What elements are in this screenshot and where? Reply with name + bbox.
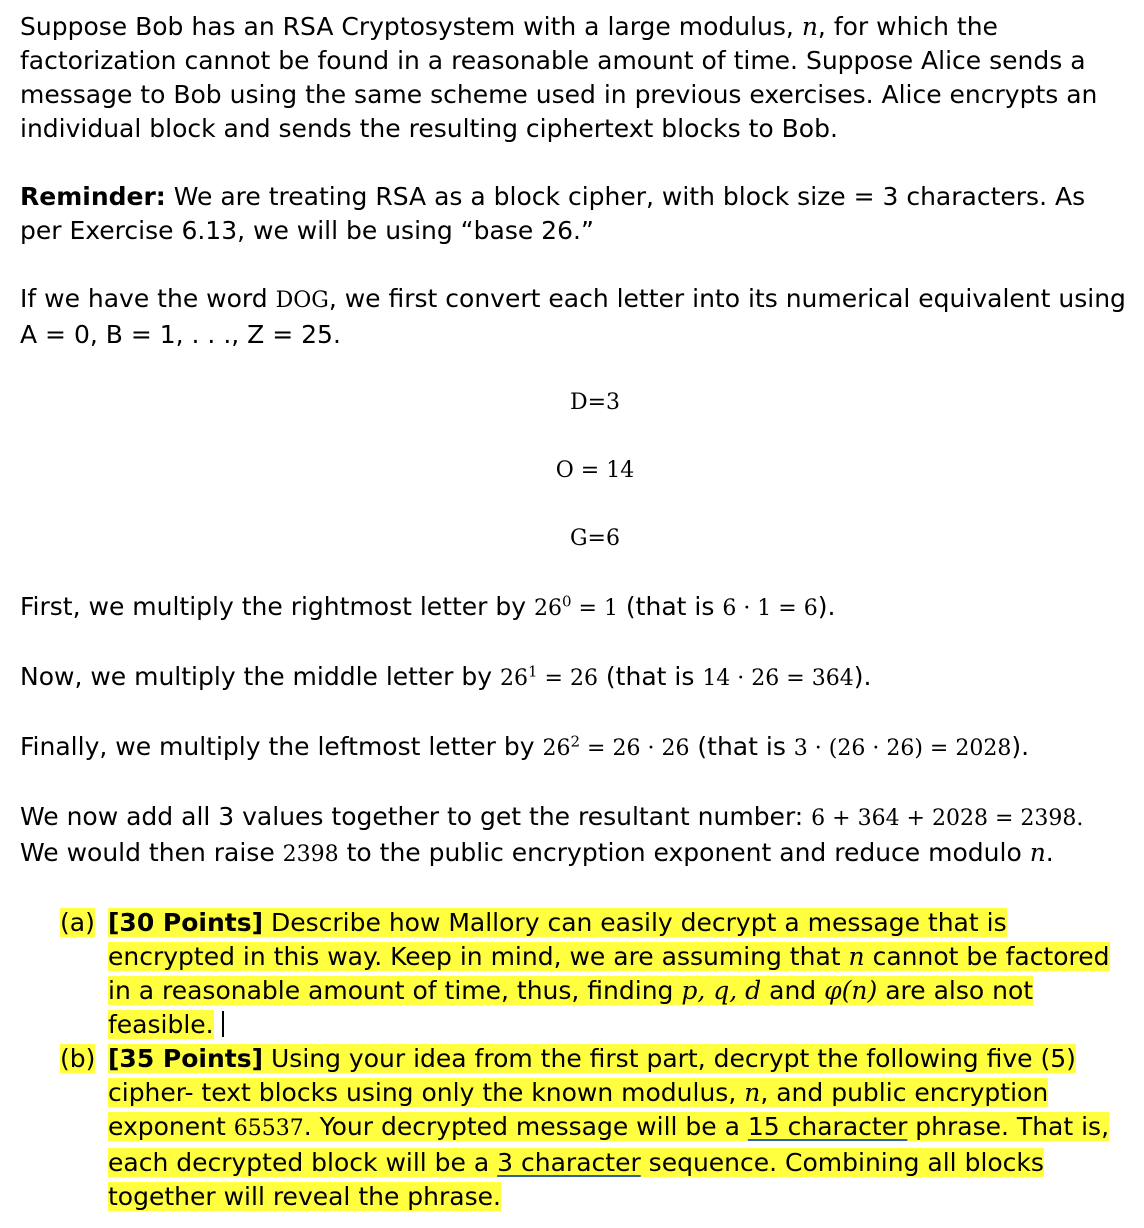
- question-b-t5: sequence. Combining all blocks together will reveal the phrase.: [108, 1148, 1044, 1211]
- step2-rhs: = 26: [537, 666, 598, 691]
- step2-text: Now, we multiply the middle letter by: [20, 662, 500, 691]
- question-b-label: (b): [60, 1044, 96, 1073]
- step1-power: [534, 592, 618, 621]
- step3-exp: 2: [570, 732, 581, 751]
- question-b-text: [108, 1044, 1109, 1211]
- question-a: [60, 906, 1130, 1042]
- step1-calc: 6 · 1 = 6: [722, 596, 818, 621]
- document-body: [20, 10, 1130, 1214]
- question-b-exponent: 65537: [233, 1116, 304, 1141]
- step3-text: Finally, we multiply the leftmost letter by: [20, 732, 543, 761]
- sum-text-2: We would then raise: [20, 838, 283, 867]
- text-cursor[interactable]: [222, 1011, 224, 1037]
- letter-g-value: G=6: [569, 526, 620, 551]
- step2-calc: 14 · 26 = 364: [702, 666, 854, 691]
- question-b-t2: , and public encryption exponent: [108, 1078, 1049, 1141]
- question-a-label: (a): [60, 908, 95, 937]
- step1-exp: 0: [562, 592, 572, 611]
- question-a-t2: cannot be factored in a reasonable amount of time, thus, finding: [108, 942, 1110, 1005]
- step3-calc: 3 · (26 · 26) = 2028: [793, 736, 1012, 761]
- step2-close: ).: [853, 662, 872, 691]
- var-n: n: [801, 12, 818, 41]
- example-word: DOG: [275, 288, 329, 313]
- step1-base: 26: [534, 596, 563, 621]
- step-leftmost: [20, 730, 1130, 766]
- reminder-paragraph: [20, 180, 1130, 248]
- sum-text-1: We now add all 3 values together to get the resultant number:: [20, 802, 812, 831]
- question-b-underlined-2: 3 character: [497, 1148, 641, 1177]
- step1-rhs: = 1: [571, 596, 618, 621]
- step3-base: 26: [542, 736, 571, 761]
- sum-var-n: n: [1029, 838, 1046, 867]
- question-a-n: n: [848, 942, 865, 971]
- step3-rhs: = 26 · 26: [580, 736, 690, 761]
- question-b-n: n: [744, 1078, 761, 1107]
- step2-base: 26: [500, 666, 528, 691]
- step1-text: First, we multiply the rightmost letter by: [20, 592, 535, 621]
- step2-that-is: (that is: [597, 662, 703, 691]
- intro-text-2: , for which the factorization cannot be found in a reasonable amount of time. Suppose Alice sends a message to Bob using the same scheme used in previous exercises. Alice encrypts an individual block and sends the resulting ciphertext blocks to Bob.: [20, 12, 1098, 143]
- question-list: [60, 906, 1130, 1214]
- step3-power: [542, 732, 690, 761]
- step1-close: ).: [817, 592, 836, 621]
- step2-exp: 1: [528, 662, 538, 681]
- step-middle: [20, 660, 1130, 696]
- question-a-t1: Describe how Mallory can easily decrypt a message that is encrypted in this way. Keep in mind, we are assuming that: [108, 908, 1007, 971]
- question-a-t4: are also not feasible.: [108, 976, 1034, 1039]
- sum-text-3: to the public encryption exponent and reduce modulo: [338, 838, 1030, 867]
- question-b-t3: . Your decrypted message will be a: [303, 1112, 748, 1141]
- question-a-points: [30 Points]: [108, 908, 264, 937]
- question-a-text: [108, 908, 1110, 1039]
- example-paragraph: [20, 282, 1130, 352]
- letter-o-value: O = 14: [555, 458, 635, 483]
- sum-expression: 6 + 364 + 2028 = 2398.: [811, 806, 1084, 831]
- step3-close: ).: [1011, 732, 1030, 761]
- question-b-t1: Using your idea from the first part, decrypt the following five (5) cipher- text blocks using only the known modulus,: [108, 1044, 1076, 1107]
- question-b-t4: phrase. That is, each decrypted block will be a: [108, 1112, 1110, 1177]
- step2-power: [500, 662, 598, 691]
- example-text-2: , we first convert each letter into its numerical equivalent using A = 0, B = 1, . . ., Z = 25.: [20, 284, 1126, 349]
- step1-that-is: (that is: [617, 592, 723, 621]
- reminder-text: We are treating RSA as a block cipher, with block size = 3 characters. As per Exercise 6.13, we will be using “base 26.”: [20, 182, 1086, 245]
- question-b-points: [35 Points]: [108, 1044, 264, 1073]
- example-text-1: If we have the word: [20, 284, 276, 313]
- question-a-pqd: p, q, d: [681, 976, 762, 1005]
- question-a-phi: φ(n): [824, 976, 878, 1005]
- question-b: [60, 1042, 1130, 1214]
- step-rightmost: [20, 590, 1130, 626]
- reminder-label: Reminder:: [20, 182, 166, 211]
- question-b-underlined-1: 15 character: [747, 1112, 908, 1141]
- sum-number: 2398: [282, 842, 339, 867]
- step3-that-is: (that is: [689, 732, 794, 761]
- sum-paragraph: [20, 800, 1130, 872]
- letter-d-value: D=3: [569, 390, 621, 415]
- intro-paragraph: [20, 10, 1130, 146]
- intro-text-1: Suppose Bob has an RSA Cryptosystem with a large modulus,: [20, 12, 802, 41]
- sum-period: .: [1045, 838, 1054, 867]
- question-a-t3: and: [761, 976, 825, 1005]
